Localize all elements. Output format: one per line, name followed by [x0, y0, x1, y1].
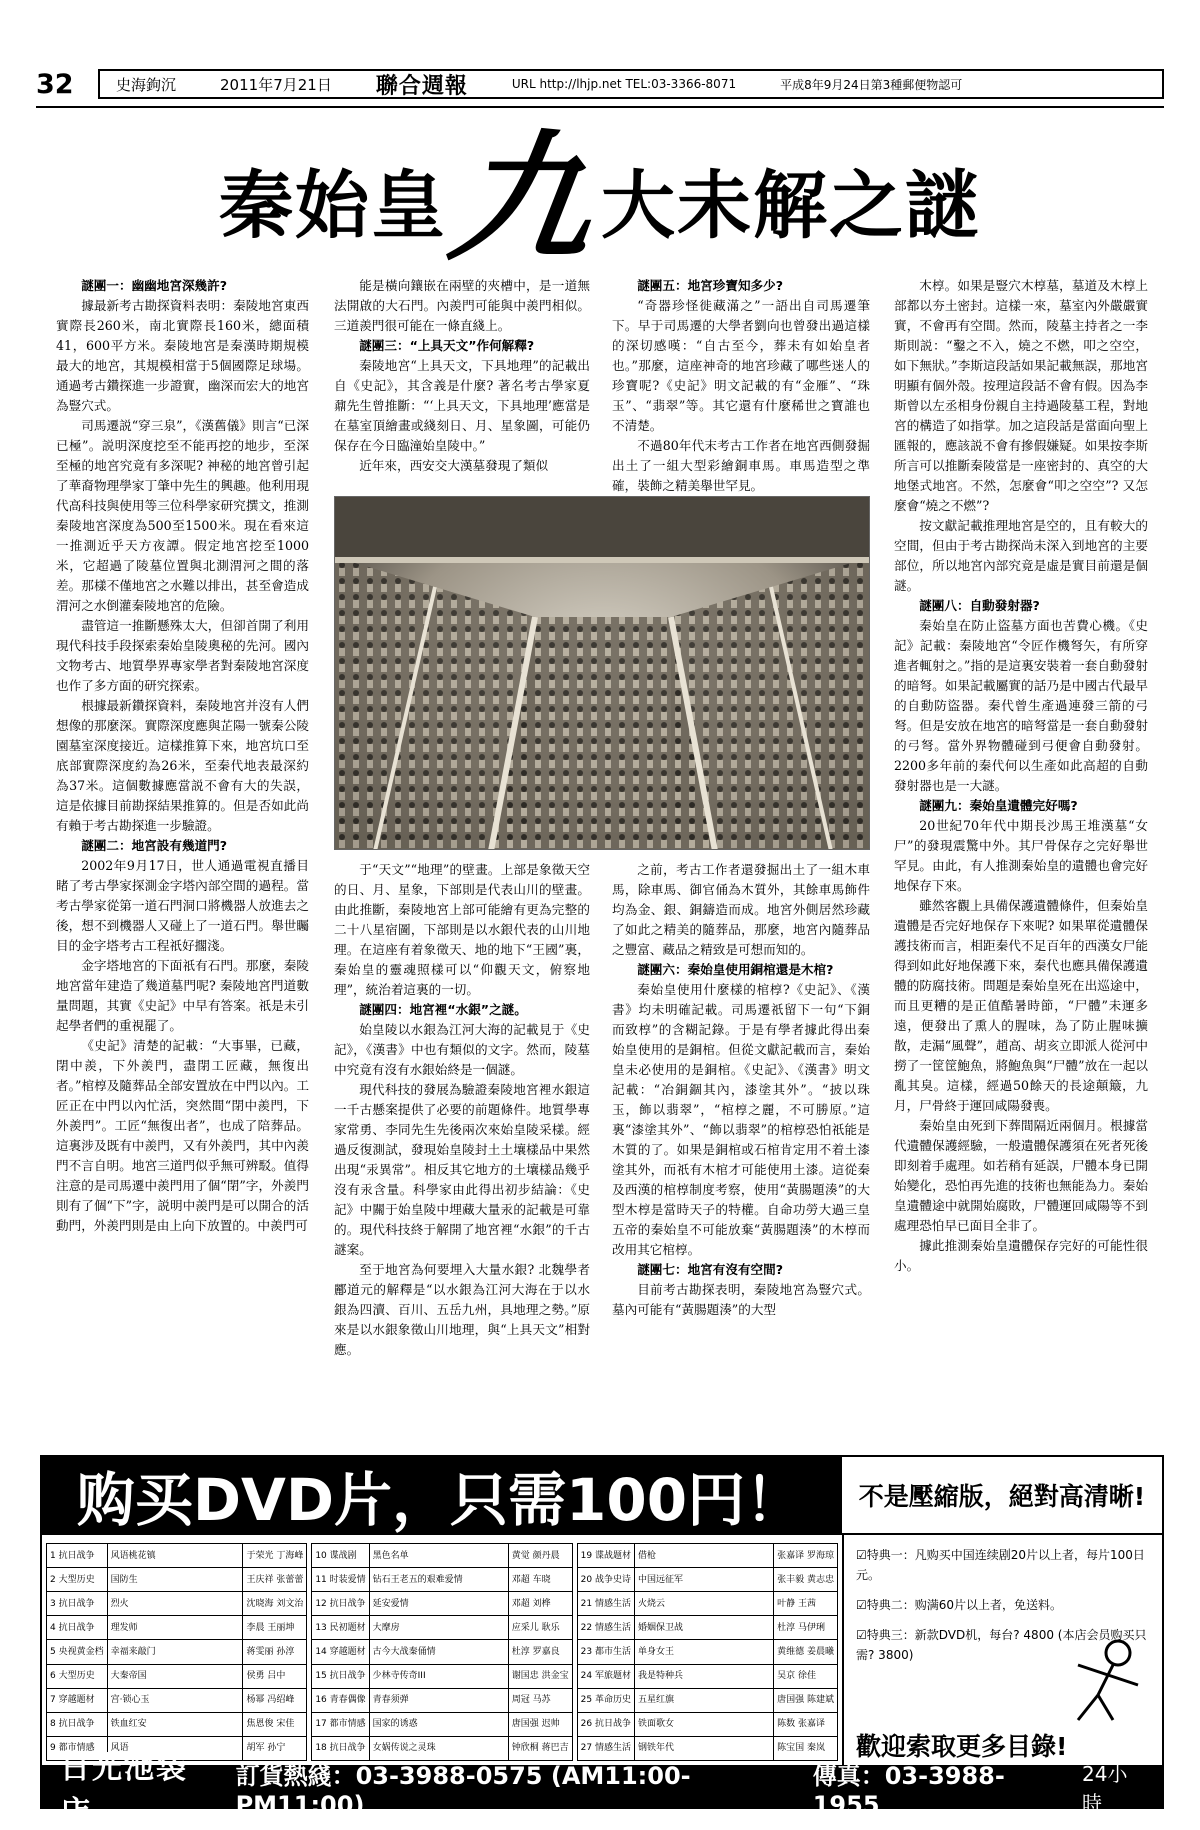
catalog-title: 风语桃花镇 [107, 1544, 243, 1568]
section-name: 史海鉤沉 [116, 75, 177, 94]
catalog-number-genre: 1 抗日战争 [47, 1544, 108, 1568]
catalog-row [47, 1664, 307, 1688]
catalog-cast: 侯勇 吕中 [243, 1664, 307, 1688]
catalog-title: 青春须弹 [369, 1688, 508, 1712]
dvd-advertisement-header [40, 1455, 1164, 1535]
issue-date: 2011年7月21日 [220, 75, 332, 94]
catalog-row [577, 1640, 837, 1664]
catalog-title: 火烧云 [634, 1592, 773, 1616]
catalog-number-genre: 9 都市情感 [47, 1736, 108, 1760]
catalog-row [312, 1664, 572, 1688]
catalog-number-genre: 15 抗日战争 [312, 1664, 369, 1688]
paragraph: 木椁。如果是豎穴木椁墓，墓道及木椁上部都以夯土密封。這樣一來，墓室內外嚴嚴實實，不會再有空間。然而，陵墓主持者之一李斯則説：“鑿之不入，燒之不燃，叩之空空，如下無狀。”李斯這段話如果記載無誤，那地宮明顯有個外殼。按理這段話不會有假。因為李斯曾以左丞相身份親自主持過陵墓工程，對地宮的構造了如指掌。加之這段話是當面向聖上匯報的，應該説不會有摻假嫌疑。如果按李斯所言可以推斷秦陵當是一座密封的、真空的大地堡式地宮。不然，怎麼會“叩之空空”? 又怎麼會“燒之不燃”? [894, 278, 1148, 513]
catalog-row [312, 1616, 572, 1640]
catalog-title: 借枪 [634, 1544, 773, 1568]
catalog-row [47, 1640, 307, 1664]
catalog-row [47, 1712, 307, 1736]
section-heading: 謎團一：幽幽地宮深幾許? [81, 278, 228, 293]
catalog-cast: 唐国强 陈建斌 [774, 1688, 838, 1712]
catalog-number-genre: 10 谍战剧 [312, 1544, 369, 1568]
catalog-row [312, 1592, 572, 1616]
dvd-catalog [42, 1535, 842, 1765]
paragraph: 根據最新鑽探資料，秦陵地宮并沒有人們想像的那麼深。實際深度應與芷陽一號秦公陵園墓室深度接近。這樣推算下來，地宮坑口至底部實際深度約為26米，至秦代地表最深約為37米。這個數據應當説不會有大的失誤，這是依據目前勘探結果推算的。但是否如此尚有賴于考古勘探進一步驗證。 [56, 698, 309, 833]
catalog-cast: 杨幂 冯绍峰 [243, 1688, 307, 1712]
catalog-row [312, 1544, 572, 1568]
order-phone: 訂貨熱綫：03-3988-0575 (AM11:00-PM11:00) [235, 1761, 691, 1819]
catalog-row [312, 1712, 572, 1736]
catalog-number-genre: 3 抗日战争 [47, 1592, 108, 1616]
paragraph: 至于地宮為何要埋入大量水銀? 北魏學者酈道元的解釋是“以水銀為江河大海在于以水銀為四瀆、百川、五岳九州，具地理之勢。”原來是以水銀象徵山川地理，與“上具天文”相對應。 [334, 1262, 590, 1357]
shop-name: 日光池袋店 [60, 1751, 188, 1830]
paragraph: 于“天文”“地理”的壁畫。上部是象徵天空的日、月、星象，下部則是代表山川的壁畫。由此推斷，秦陵地宮上部可能繪有更為完整的二十八星宿圖，下部則是以水銀代表的山川地理。在這座有着象徵天、地的地下“王國”裏，秦始皇的靈魂照樣可以“仰觀天文，俯察地理”，統治着這裏的一切。 [334, 862, 590, 997]
catalog-cast: 应采儿 耿乐 [508, 1616, 572, 1640]
catalog-title: 单身女王 [634, 1640, 773, 1664]
catalog-title: 风语 [107, 1736, 243, 1760]
catalog-title: 理发师 [107, 1616, 243, 1640]
article-column-2-bottom [334, 860, 590, 1448]
catalog-title: 婚姻保卫战 [634, 1616, 773, 1640]
article-column-1 [56, 276, 309, 1448]
catalog-cast: 邓超 刘桦 [508, 1592, 572, 1616]
headline-nine: 九 [441, 118, 607, 281]
ad-call-to-action: 歡迎索取更多目錄! [856, 1732, 1068, 1761]
section-heading: 謎團九：秦始皇遺體完好嗎? [919, 798, 1078, 813]
catalog-row [312, 1640, 572, 1664]
catalog-title: 大摩房 [369, 1616, 508, 1640]
paragraph: 始皇陵以水銀為江河大海的記載見于《史記》，《漢書》中也有類似的文字。然而，陵墓中究竟有沒有水銀始終是一個謎。 [334, 1022, 590, 1077]
stick-figure-icon [1058, 1635, 1148, 1725]
section-heading: 謎團四：地宮裡“水銀”之謎。 [359, 1002, 527, 1017]
catalog-title: 少林寺传奇III [369, 1664, 508, 1688]
catalog-number-genre: 19 谍战题材 [577, 1544, 634, 1568]
catalog-title: 延安爱情 [369, 1592, 508, 1616]
paragraph: 《史記》清楚的記載：“大事畢，已藏，閉中羨，下外羨門，盡閉工匠藏，無復出者。”棺椁及隨葬品全部安置放在中門以內。工匠正在中門以內忙活，突然間“閉中羨門，下外羨門”。工匠“無復出者”，也成了陪葬品。這裏涉及既有中羨門，又有外羨門，其中內羨門不言自明。地宮三道門似乎無可辨駁。值得注意的是司馬遷中羨門用了個“閉”字，外羨門則有了個“下”字，説明中羨門是可以開合的活動門，外羨門則是由上向下放置的。中羨門可 [56, 1038, 309, 1233]
catalog-cast: 邓超 车晓 [508, 1568, 572, 1592]
catalog-cast: 杜淳 马伊琍 [774, 1616, 838, 1640]
catalog-row [47, 1544, 307, 1568]
terracotta-army-photo [334, 496, 870, 850]
catalog-number-genre: 20 战争史诗 [577, 1568, 634, 1592]
catalog-number-genre: 6 大型历史 [47, 1664, 108, 1688]
catalog-row [312, 1688, 572, 1712]
headline-part-1: 秦始皇 [218, 163, 447, 249]
catalog-row [47, 1568, 307, 1592]
catalog-cast: 王庆祥 张蕾蕾 [243, 1568, 307, 1592]
catalog-table [577, 1543, 838, 1761]
catalog-title: 古今大战秦俑情 [369, 1640, 508, 1664]
catalog-title: 宫·锁心玉 [107, 1688, 243, 1712]
catalog-number-genre: 14 穿越题材 [312, 1640, 369, 1664]
masthead [36, 62, 1164, 106]
catalog-number-genre: 25 革命历史 [577, 1688, 634, 1712]
paragraph: 2002年9月17日，世人通過電視直播目睹了考古學家探測金字塔內部空間的過程。當考古學家從第一道石門洞口將機器人放進去之後，想不到機器人又碰上了一道石門。舉世矚目的金字塔考古工程祇好擱淺。 [56, 858, 309, 953]
catalog-title: 钻石王老五的艰难爱情 [369, 1568, 508, 1592]
paragraph: 司馬遷説“穿三泉”，《漢舊儀》則言“已深已極”。説明深度挖至不能再挖的地步，至深至極的地宮究竟有多深呢? 神秘的地宮曾引起了華裔物理學家丁肇中先生的興趣。他利用現代高科技與使用等三位科學家研究撰文，推測秦陵地宮深度為500至1500米。現在看來這一推測近乎天方夜譚。假定地宮挖至1000米，它超過了陵墓位置與北測渭河之間的落差。那樣不僅地宮之水難以排出，甚至會造成渭河之水倒灌秦陵地宮的危險。 [56, 418, 309, 613]
ad-quality-claim: 不是壓縮版，絕對高清晰! [840, 1455, 1164, 1535]
catalog-number-genre: 4 抗日战争 [47, 1616, 108, 1640]
catalog-number-genre: 12 抗日战争 [312, 1592, 369, 1616]
catalog-cast: 钟欣桐 蒋巴吉 [508, 1736, 572, 1760]
catalog-number-genre: 27 情感生活 [577, 1736, 634, 1760]
catalog-title: 五星红旗 [634, 1688, 773, 1712]
catalog-number-genre: 17 都市情感 [312, 1712, 369, 1736]
catalog-title: 国防生 [107, 1568, 243, 1592]
paragraph: 金字塔地宮的下面祇有石門。那麼，秦陵地宮當年建造了幾道墓門呢? 秦陵地宮門道數量問題，其實《史記》中早有答案。祇是未引起學者們的重視罷了。 [56, 958, 309, 1033]
catalog-cast: 谢国忠 洪金宝 [508, 1664, 572, 1688]
catalog-table [311, 1543, 572, 1761]
paragraph: 秦始皇由死到下葬間隔近兩個月。根據當代遺體保護經驗，一般遺體保護須在死者死後即刻着手處理。如若稍有延誤，尸體本身已開始變化，恐怕再先進的技術也無能為力。秦始皇遺體途中就開始腐敗，尸體運回咸陽等不到處理恐怕早已面目全非了。 [894, 1118, 1148, 1233]
article-column-3-bottom [612, 860, 870, 1448]
catalog-cast: 黄维德 姜晨曦 [774, 1640, 838, 1664]
catalog-title: 铁血红安 [107, 1712, 243, 1736]
offer-3: ☑特典三：新款DVD机，每台? 4800 (本店会员购买只需? 3800) [856, 1628, 1147, 1662]
catalog-number-genre: 23 都市生活 [577, 1640, 634, 1664]
catalog-title: 我是特种兵 [634, 1664, 773, 1688]
masthead-bar [98, 69, 1164, 99]
catalog-title: 黑色名单 [369, 1544, 508, 1568]
paper-name: 聯合週報 [375, 73, 468, 99]
catalog-cast: 周冠 马苏 [508, 1688, 572, 1712]
paragraph: 之前，考古工作者還發掘出土了一組木車馬，除車馬、御官俑為木質外，其餘車馬飾件均為金、銀、銅鑄造而成。地宮外側居然珍藏了如此之精美的隨葬品，那麼，地宮內隨葬品之豐富、藏品之精致是可想而知的。 [612, 862, 870, 957]
catalog-title: 幸福来敲门 [107, 1640, 243, 1664]
catalog-number-genre: 18 抗日战争 [312, 1736, 369, 1760]
article-column-2-top [334, 276, 590, 496]
paragraph: 雖然客觀上具備保護遺體條件，但秦始皇遺體是否完好地保存下來呢? 如果單從遺體保護技術而言，相距秦代不足百年的西漢女尸能得到如此好地保護下來，秦代也應具備保護遺體的防腐技術。問題是秦始皇死在出巡途中，而且更糟的是正值酷暑時節，“尸體”未運多遠，便發出了熏人的腥味，為了防止腥味擴散，走漏“風聲”，趙高、胡亥立即派人從河中撈了一筐筐鮑魚，將鮑魚與“尸體”放在一起以亂其臭。這樣，經過50餘天的長途顛簸，九月，尸骨終于運回咸陽發喪。 [894, 898, 1148, 1113]
catalog-row [577, 1712, 837, 1736]
catalog-cast: 胡军 孙宁 [243, 1736, 307, 1760]
catalog-row [577, 1592, 837, 1616]
headline-part-3: 大未解之謎 [601, 163, 981, 249]
catalog-cast: 于荣光 丁海峰 [243, 1544, 307, 1568]
paragraph: 20世紀70年代中期長沙馬王堆漢墓“女尸”的發現震驚中外。其尸骨保存之完好舉世罕見。由此，有人推測秦始皇的遺體也會完好地保存下來。 [894, 818, 1148, 893]
catalog-number-genre: 8 抗日战争 [47, 1712, 108, 1736]
catalog-title: 钢铁年代 [634, 1736, 773, 1760]
catalog-cast: 吴京 徐佳 [774, 1664, 838, 1688]
catalog-row [577, 1544, 837, 1568]
section-heading: 謎團三：“上具天文”作何解釋? [359, 338, 535, 353]
section-heading: 謎團七：地宮有沒有空間? [637, 1262, 784, 1277]
catalog-row [577, 1664, 837, 1688]
catalog-row [47, 1688, 307, 1712]
catalog-number-genre: 5 央视黄金档 [47, 1640, 108, 1664]
paragraph: 能是橫向鑲嵌在兩壁的夾槽中，是一道無法開啟的大石門。內羨門可能與中羨門相似。三道羨門很可能在一條直綫上。 [334, 278, 590, 333]
catalog-number-genre: 7 穿越题材 [47, 1688, 108, 1712]
paragraph: 目前考古勘探表明，秦陵地宮為豎穴式。墓內可能有“黃腸題湊”的大型 [612, 1282, 870, 1317]
article-column-4 [894, 276, 1148, 1448]
catalog-title: 国家的诱惑 [369, 1712, 508, 1736]
catalog-cast: 张丰毅 黄志忠 [774, 1568, 838, 1592]
catalog-cast: 叶静 王茜 [774, 1592, 838, 1616]
catalog-number-genre: 2 大型历史 [47, 1568, 108, 1592]
catalog-cast: 黄觉 颜丹晨 [508, 1544, 572, 1568]
catalog-title: 中国远征军 [634, 1568, 773, 1592]
offer-2: ☑特典二：购满60片以上者，免送料。 [856, 1598, 1063, 1612]
article-column-3-top [612, 276, 870, 496]
catalog-row [577, 1688, 837, 1712]
paragraph: 不過80年代末考古工作者在地宮西側發掘出土了一組大型彩繪銅車馬。車馬造型之準確，裝飾之精美舉世罕見。 [612, 438, 870, 493]
catalog-title: 烈火 [107, 1592, 243, 1616]
catalog-number-genre: 11 时装爱情 [312, 1568, 369, 1592]
shop-contact-bar [40, 1751, 1164, 1830]
paragraph: 秦陵地宮“上具天文，下具地理”的記載出自《史記》，其含義是什麼? 著名考古學家夏鼐先生曾推斷：“‘上具天文，下具地理’應當是在墓室頂繪畫或綫刻日、月、星象圖，可能仍保存在今日臨潼始皇陵中。” [334, 358, 590, 453]
paragraph: 據此推測秦始皇遺體保存完好的可能性很小。 [894, 1238, 1148, 1273]
paragraph: 據最新考古勘探資料表明：秦陵地宮東西實際長260米，南北實際長160米，總面積41，600平方米。秦陵地宮是秦漢時期規模最大的地宮，其規模相當于5個國際足球場。通過考古鑽探進一步證實，幽深而宏大的地宮為豎穴式。 [56, 298, 309, 413]
ad-offers [842, 1535, 1162, 1765]
article-headline [140, 118, 1060, 281]
catalog-number-genre: 16 青春偶像 [312, 1688, 369, 1712]
contact-line: URL http://lhjp.net TEL:03-3366-8071 [511, 77, 737, 91]
catalog-number-genre: 26 抗日战争 [577, 1712, 634, 1736]
catalog-cast: 沈晓海 刘文治 [243, 1592, 307, 1616]
paragraph: 盡管這一推斷懸殊太大，但卻首開了利用現代科技手段探索秦始皇陵奧秘的先河。國內文物考古、地質學界專家學者對秦陵地宮深度也作了多方面的研究探索。 [56, 618, 309, 693]
catalog-cast: 李晨 王丽坤 [243, 1616, 307, 1640]
postal-permit: 平成8年9月24日第3種郵便物認可 [780, 77, 963, 92]
catalog-cast: 陈数 张嘉译 [774, 1712, 838, 1736]
catalog-row [47, 1616, 307, 1640]
ad-headline: 购买DVD片，只需100円！ [40, 1455, 840, 1535]
catalog-cast: 唐国强 迟帅 [508, 1712, 572, 1736]
catalog-number-genre: 24 军旅题材 [577, 1664, 634, 1688]
service-hours: 24小時 [1082, 1762, 1128, 1815]
catalog-cast: 焦恩俊 宋佳 [243, 1712, 307, 1736]
paragraph: 按文獻記載推理地宮是空的，且有較大的空間，但由于考古勘探尚未深入到地宮的主要部位，所以地宮內部究竟是虛是實目前還是個謎。 [894, 518, 1148, 593]
catalog-row [47, 1592, 307, 1616]
section-heading: 謎團六：秦始皇使用銅棺還是木棺? [637, 962, 834, 977]
catalog-row [577, 1616, 837, 1640]
paragraph: 秦始皇使用什麼樣的棺椁?《史記》、《漢書》均未明確記載。司馬遷祇留下一句“下銅而致椁”的含糊記錄。于是有學者據此得出秦始皇使用的是銅棺。但從文獻記載而言，秦始皇未必使用的是銅棺。《史記》、《漢書》明文記載：“冶銅錮其內，漆塗其外”。“披以珠玉，飾以翡翠”，“棺椁之麗，不可勝原。”這裏“漆塗其外”、“飾以翡翠”的棺椁恐怕祇能是木質的了。如果是銅棺或石棺肯定用不着土漆塗其外，而祇有木棺才可能使用土漆。這從秦及西漢的棺椁制度考察，使用“黃腸題湊”的大型木椁是當時天子的特權。自命功勞大過三皇五帝的秦始皇不可能放棄“黃腸題湊”的木椁而改用其它棺椁。 [612, 982, 870, 1257]
section-heading: 謎團五：地宮珍寶知多少? [637, 278, 784, 293]
catalog-cast: 陈宝国 秦岚 [774, 1736, 838, 1760]
paragraph: 近年來，西安交大漢墓發現了類似 [359, 458, 549, 473]
catalog-number-genre: 13 民初题材 [312, 1616, 369, 1640]
page-number: 32 [36, 68, 74, 100]
section-heading: 謎團二：地宮設有幾道門? [81, 838, 228, 853]
section-heading: 謎團八：自動發射器? [919, 598, 1040, 613]
terracotta-army-illustration [335, 497, 870, 850]
catalog-cast: 张嘉译 罗海琼 [774, 1544, 838, 1568]
fax-number: 傳真：03-3988-1955 [812, 1761, 1005, 1819]
catalog-cast: 杜淳 罗嘉良 [508, 1640, 572, 1664]
catalog-title: 铁面歌女 [634, 1712, 773, 1736]
dvd-advertisement-body [40, 1535, 1164, 1765]
paragraph: “奇器珍怪徙藏滿之”一語出自司馬遷筆下。早于司馬遷的大學者劉向也曾發出過這樣的深切感嘆：“自古至今，葬未有如始皇者也。”那麼，這座神奇的地宮珍藏了哪些迷人的珍寶呢?《史記》明文記載的有“金雁”、“珠玉”、“翡翠”等。其它還有什麼稀世之寶誰也不清楚。 [612, 298, 870, 433]
catalog-title: 女娲传说之灵珠 [369, 1736, 508, 1760]
masthead-rule [36, 106, 1164, 108]
paragraph: 現代科技的發展為驗證秦陵地宮裡水銀這一千古懸案提供了必要的前題條件。地質學專家常勇、李同先生先後兩次來始皇陵采樣。經過反復測試，發現始皇陵封土土壤樣品中果然出現“汞異常”。相反其它地方的土壤樣品幾乎沒有汞含量。科學家由此得出初步結論：《史記》中關于始皇陵中埋藏大量汞的記載是可靠的。現代科技終于解開了地宮裡“水銀”的千古謎案。 [334, 1082, 590, 1257]
catalog-table [46, 1543, 307, 1761]
catalog-row [577, 1568, 837, 1592]
catalog-row [312, 1568, 572, 1592]
paragraph: 秦始皇在防止盜墓方面也苦費心機。《史記》記載：秦陵地宮“令匠作機弩矢，有所穿進者輒射之。”指的是這裏安裝着一套自動發射的暗弩。如果記載屬實的話乃是中國古代最早的自動防盜器。秦代曾生產過連發三箭的弓弩。但是安放在地宮的暗弩當是一套自動發射的弓弩。當外界物體碰到弓便會自動發射。2200多年前的秦代何以生產如此高超的自動發射器也是一大謎。 [894, 618, 1148, 793]
catalog-title: 大秦帝国 [107, 1664, 243, 1688]
catalog-cast: 蒋雯丽 孙淳 [243, 1640, 307, 1664]
catalog-number-genre: 22 情感生活 [577, 1616, 634, 1640]
catalog-number-genre: 21 情感生活 [577, 1592, 634, 1616]
offer-1: ☑特典一：凡购买中国连续剧20片以上者，每片100日元。 [856, 1548, 1145, 1582]
